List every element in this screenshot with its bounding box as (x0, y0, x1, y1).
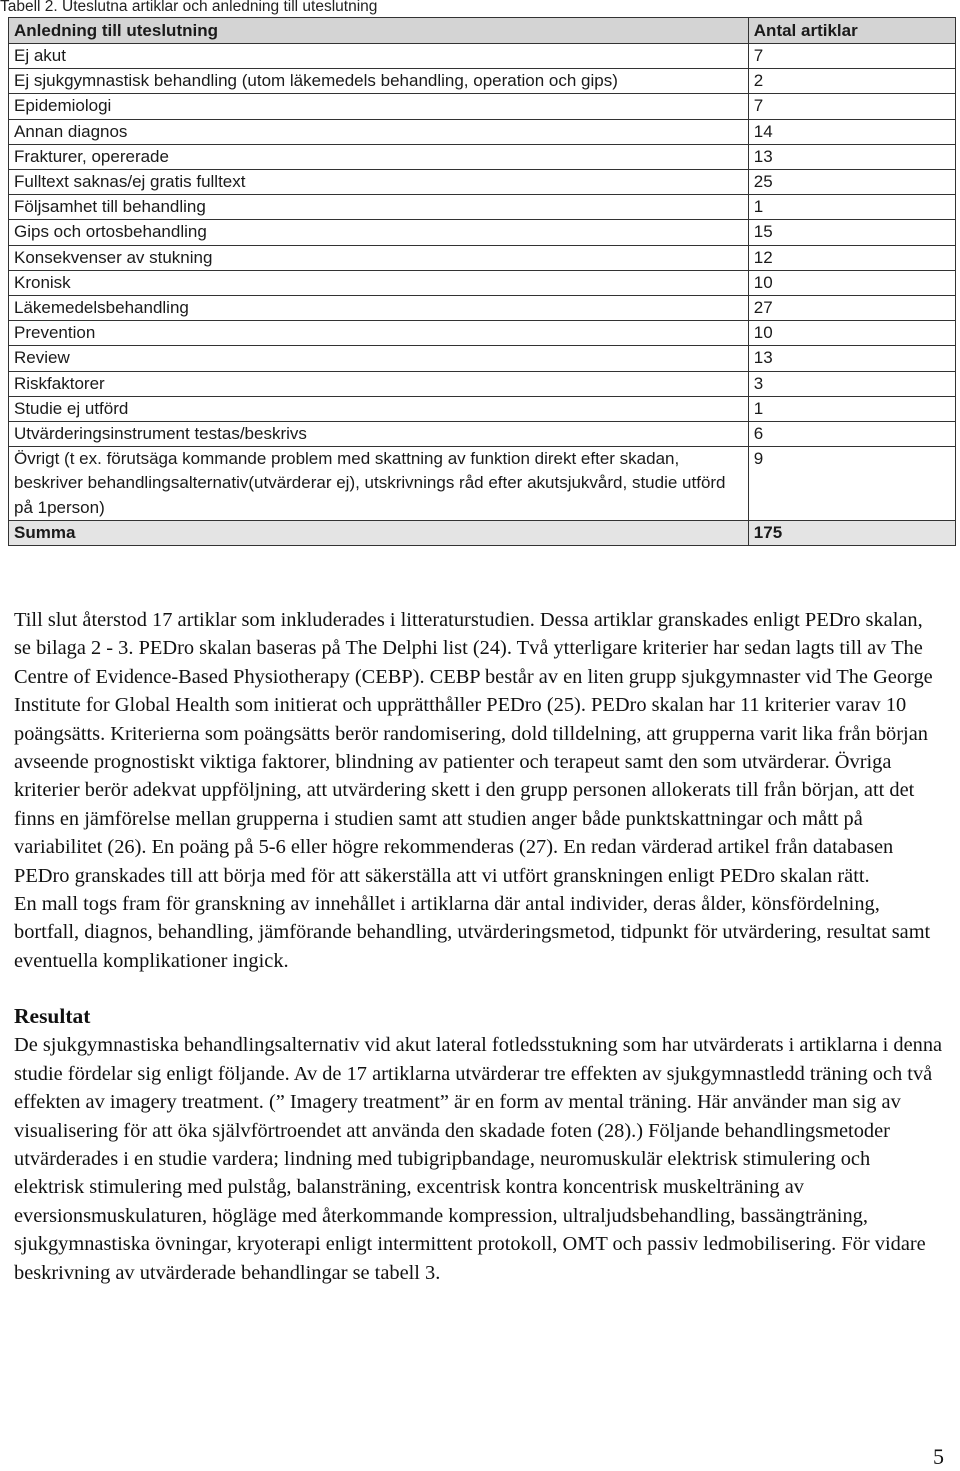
row-reason: Kronisk (9, 270, 749, 295)
row-count: 10 (748, 270, 955, 295)
row-reason: Frakturer, opererade (9, 144, 749, 169)
row-reason: Gips och ortosbehandling (9, 220, 749, 245)
row-count: 15 (748, 220, 955, 245)
body-text (14, 606, 944, 1287)
exclusion-table (8, 17, 956, 546)
row-reason: Följsamhet till behandling (9, 195, 749, 220)
table-row (9, 396, 956, 421)
table-row (9, 321, 956, 346)
row-count: 14 (748, 119, 955, 144)
table-sum-row (9, 520, 956, 545)
table-row (9, 94, 956, 119)
paragraph-template: En mall togs fram för granskning av innehållet i artiklarna där antal individer, deras ålder, könsfördelning, bortfall, diagnos, behandling, jämförande behandling, utvärderingsmetod, tidpunkt för utvärdering, resultat samt eventuella komplikationer ingick. (14, 893, 931, 972)
sum-value: 175 (748, 520, 955, 545)
table-row (9, 144, 956, 169)
row-count: 25 (748, 170, 955, 195)
row-reason: Läkemedelsbehandling (9, 296, 749, 321)
table-row (9, 170, 956, 195)
row-reason: Utvärderingsinstrument testas/beskrivs (9, 422, 749, 447)
row-count: 7 (748, 44, 955, 69)
table-row (9, 69, 956, 94)
row-count: 3 (748, 371, 955, 396)
table-row (9, 245, 956, 270)
row-count: 27 (748, 296, 955, 321)
header-count: Antal artiklar (748, 18, 955, 44)
row-count: 13 (748, 144, 955, 169)
sum-label: Summa (9, 520, 749, 545)
row-count: 12 (748, 245, 955, 270)
row-reason: Konsekvenser av stukning (9, 245, 749, 270)
row-count: 13 (748, 346, 955, 371)
table-row (9, 44, 956, 69)
row-reason: Fulltext saknas/ej gratis fulltext (9, 170, 749, 195)
row-reason: Review (9, 346, 749, 371)
row-count: 7 (748, 94, 955, 119)
row-count: 1 (748, 396, 955, 421)
row-reason: Övrigt (t ex. förutsäga kommande problem med skattning av funktion direkt efter skadan, beskriver behandlingsalternativ(utvärderar ej), utskrivnings råd efter akutsjukvård, studie utförd på 1person) (9, 447, 749, 521)
row-reason: Ej akut (9, 44, 749, 69)
table-row (9, 422, 956, 447)
table-row (9, 220, 956, 245)
table-row (9, 119, 956, 144)
row-count: 9 (748, 447, 955, 521)
table-row (9, 195, 956, 220)
table-row (9, 447, 956, 521)
section-heading-resultat: Resultat (14, 1004, 91, 1029)
row-count: 6 (748, 422, 955, 447)
row-count: 1 (748, 195, 955, 220)
row-reason: Annan diagnos (9, 119, 749, 144)
row-count: 10 (748, 321, 955, 346)
table-row (9, 270, 956, 295)
row-reason: Studie ej utförd (9, 396, 749, 421)
table-row (9, 346, 956, 371)
table-row (9, 371, 956, 396)
row-reason: Epidemiologi (9, 94, 749, 119)
table-row (9, 296, 956, 321)
paragraph-pedro: Till slut återstod 17 artiklar som inkluderades i litteraturstudien. Dessa artiklar granskades enligt PEDro skalan, se bilaga 2 - 3. PEDro skalan baseras på The Delphi list (24). Två ytterligare kriterier har sedan lagts till av The Centre of Evidence-Based Physiotherapy (CEBP). CEBP består av en liten grupp sjukgymnaster vid The George Institute for Global Health som initierat och upprätthåller PEDro (25). PEDro skalan har 11 kriterier varav 10 poängsätts. Kriterierna som poängsätts berör randomisering, dold tilldelning, att grupperna varit lika från början avseende prognostiskt viktiga faktorer, blindning av patienter och terapeut samt den som utvärderar. Övriga kriterier berör adekvat uppföljning, att utvärdering skett i den grupp personen allokerats till från början, att det finns en jämförelse mellan grupperna i studien samt att studien anger både punktskattningar och mått på variabilitet (26). En poäng på 5-6 eller högre rekommenderas (27). En redan värderad artikel från databasen PEDro granskades till att börja med för att säkerställa att vi utfört granskningen enligt PEDro skalan rätt. (14, 609, 933, 887)
row-reason: Riskfaktorer (9, 371, 749, 396)
row-reason: Prevention (9, 321, 749, 346)
row-reason: Ej sjukgymnastisk behandling (utom läkemedels behandling, operation och gips) (9, 69, 749, 94)
table-caption: Tabell 2. Uteslutna artiklar och anledning till uteslutning (0, 0, 378, 15)
paragraph-result: De sjukgymnastiska behandlingsalternativ vid akut lateral fotledsstukning som har utvärderats i artiklarna i denna studie fördelar sig enligt följande. Av de 17 artiklarna utvärderar tre effekten av sjukgymnastledd träning och två effekten av imagery treatment. (” Imagery treatment” är en form av mental träning. Här använder man sig av visualisering för att öka självförtroendet att använda den skadade foten (28).) Följande behandlingsmetoder utvärderades i en studie vardera; lindning med tubigripbandage, neuromuskulär elektrisk stimulering och elektrisk stimulering med pulståg, balansträning, excentrisk kontra koncentrisk muskelträning av eversionsmuskulaturen, högläge med återkommande kompression, ultraljudsbehandling, bassängträning, sjukgymnastiska övningar, kryoterapi enligt intermittent protokoll, OMT och passiv ledmobilisering. För vidare beskrivning av utvärderade behandlingar se tabell 3. (14, 1034, 943, 1284)
table-header-row (9, 18, 956, 44)
page-number: 5 (933, 1444, 944, 1469)
row-count: 2 (748, 69, 955, 94)
header-reason: Anledning till uteslutning (9, 18, 749, 44)
